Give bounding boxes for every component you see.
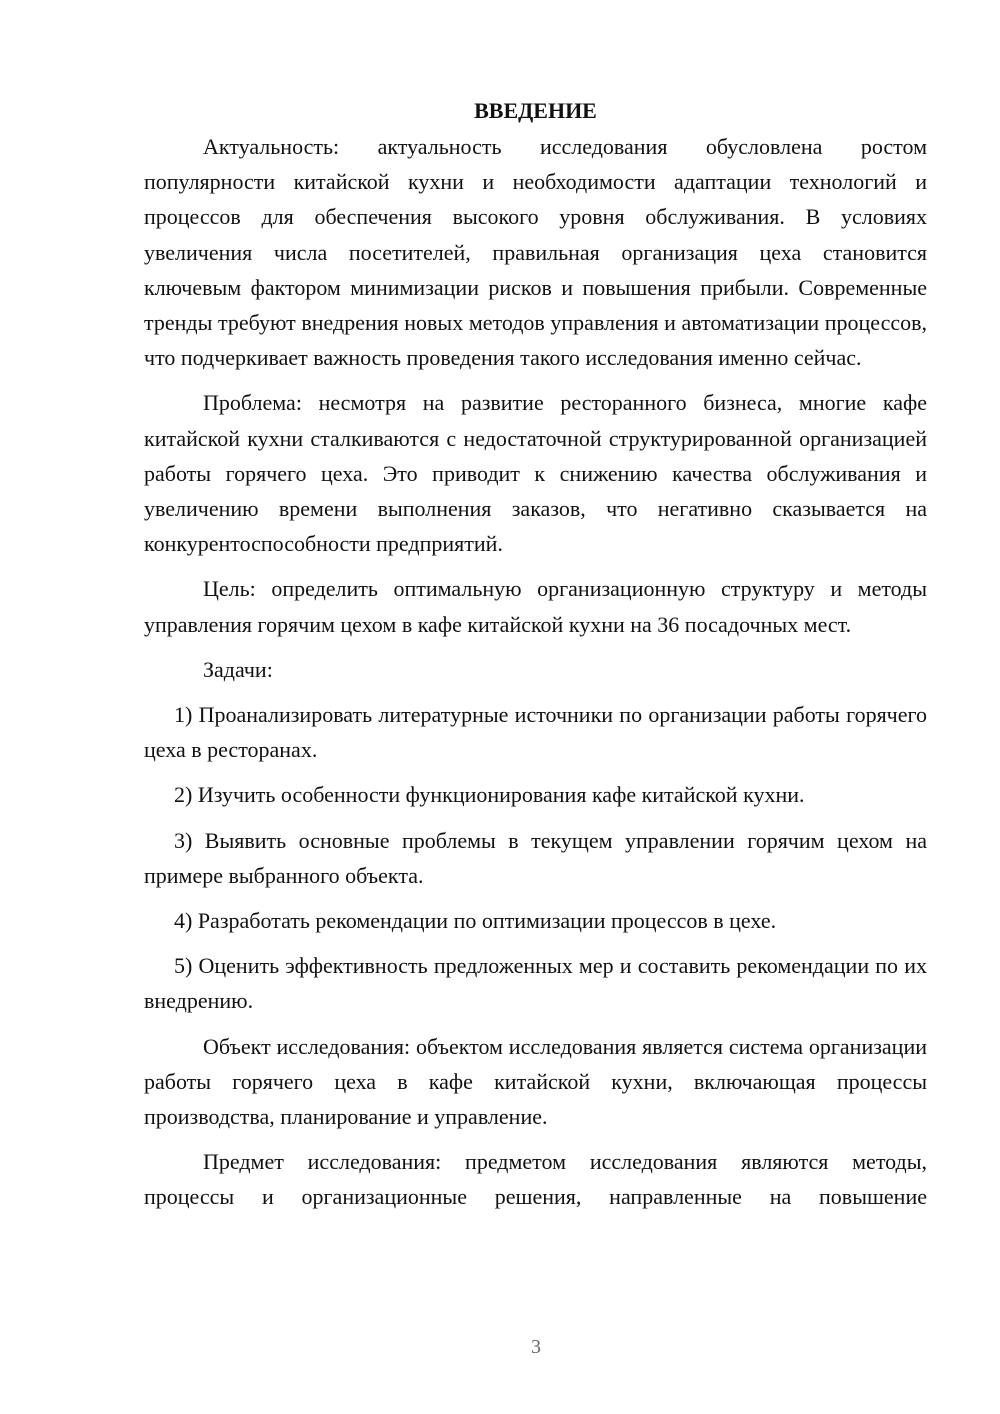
- task-item-2: 2) Изучить особенности функционирования кафе китайской кухни.: [174, 782, 805, 808]
- task-item-3: 3) Выявить основные проблемы в текущем управлении горячим цехом на примере выбранного объекта.: [144, 827, 927, 888]
- tasks-heading: Задачи:: [203, 656, 273, 682]
- relevance-paragraph: Актуальность: актуальность исследования обусловлена ростом популярности китайской кухни и необходимости адаптации технологий и процессов для обеспечения высокого уровня обслуживания. В условиях увеличения числа посетителей, правильная организация цеха становится ключевым фактором минимизации рисков и повышения прибыли. Современные тренды требуют внедрения новых методов управления и автоматизации процессов, что подчеркивает важность проведения такого исследования именно сейчас.: [144, 134, 927, 371]
- task-item-5: 5) Оценить эффективность предложенных мер и составить рекомендации по их внедрению.: [144, 953, 927, 1014]
- task-item-1: 1) Проанализировать литературные источники по организации работы горячего цеха в ресторанах.: [144, 702, 927, 763]
- page-number: 3: [531, 1336, 541, 1358]
- research-subject-paragraph: Предмет исследования: предметом исследования являются методы, процессы и организационные решения, направленные на повышение: [144, 1149, 927, 1210]
- goal-paragraph: Цель: определить оптимальную организационную структуру и методы управления горячим цехом в кафе китайской кухни на 36 посадочных мест.: [144, 576, 927, 637]
- document-body: [144, 93, 927, 1215]
- research-object-paragraph: Объект исследования: объектом исследования является система организации работы горячего цеха в кафе китайской кухни, включающая процессы производства, планирование и управление.: [144, 1033, 927, 1130]
- problem-paragraph: Проблема: несмотря на развитие ресторанного бизнеса, многие кафе китайской кухни сталкиваются с недостаточной структурированной организацией работы горячего цеха. Это приводит к снижению качества обслуживания и увеличению времени выполнения заказов, что негативно сказывается на конкурентоспособности предприятий.: [144, 390, 927, 557]
- section-title: ВВЕДЕНИЕ: [474, 98, 597, 123]
- task-item-4: 4) Разработать рекомендации по оптимизации процессов в цехе.: [174, 908, 777, 934]
